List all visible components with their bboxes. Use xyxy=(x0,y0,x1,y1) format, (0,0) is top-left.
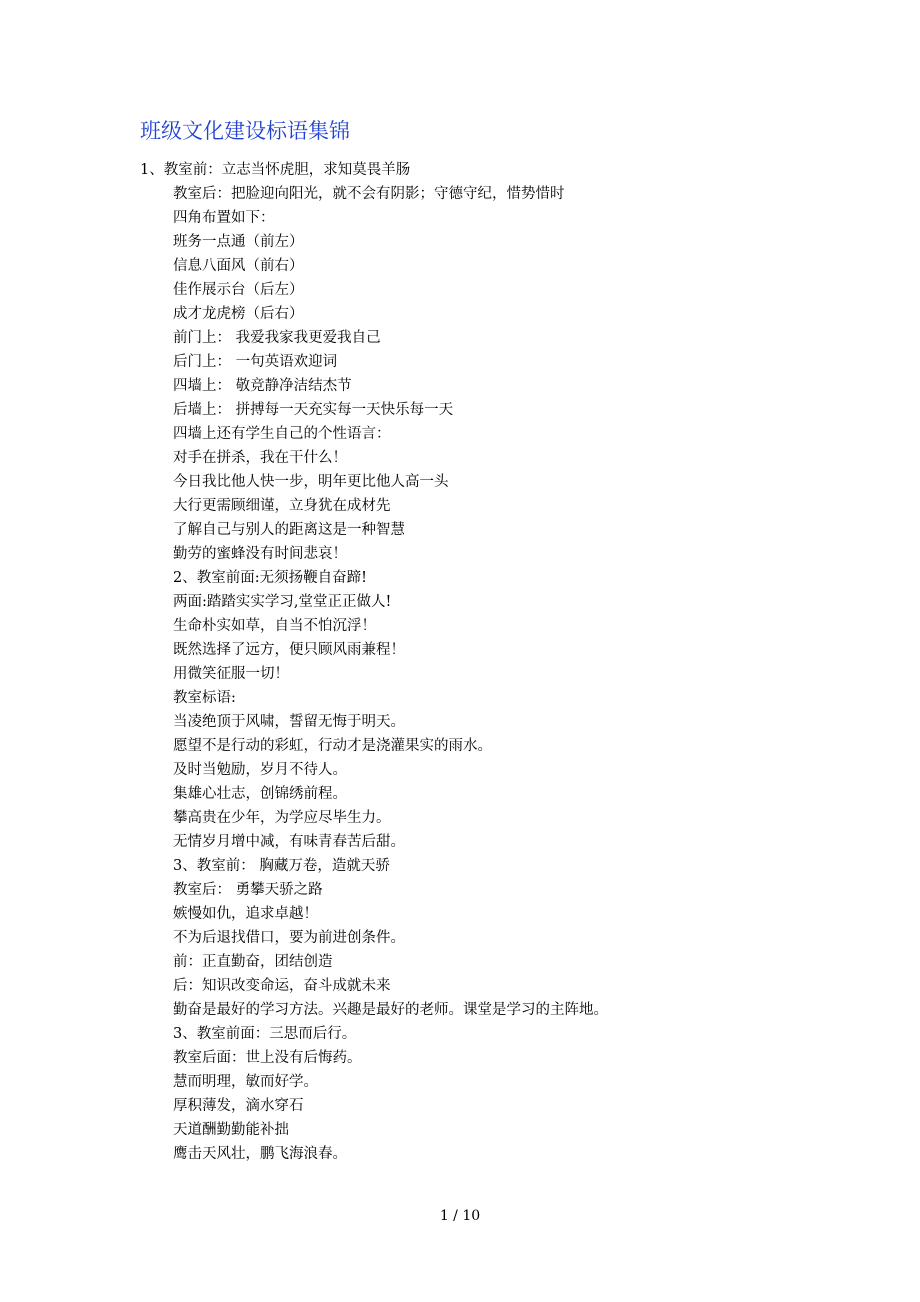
text-line: 天道酬勤勤能补拙 xyxy=(173,1122,289,1138)
text-line: 了解自己与别人的距离这是一种智慧 xyxy=(173,522,405,538)
text-line: 教室标语: xyxy=(173,690,236,706)
text-line: 及时当勉励，岁月不待人。 xyxy=(173,762,347,778)
text-line: 教室后面：世上没有后悔药。 xyxy=(173,1050,362,1066)
body-text xyxy=(0,158,920,1166)
text-line: 嫉慢如仇，追求卓越！ xyxy=(173,906,318,922)
text-line: 两面:踏踏实实学习,堂堂正正做人! xyxy=(173,594,392,610)
page-title: 班级文化建设标语集锦 xyxy=(140,119,350,143)
text-line: 前：正直勤奋，团结创造 xyxy=(173,954,333,970)
text-line: 无情岁月增中减，有味青春苦后甜。 xyxy=(173,834,405,850)
text-line: 鹰击天风壮，鹏飞海浪春。 xyxy=(173,1146,347,1162)
text-line: 对手在拼杀，我在干什么！ xyxy=(173,450,347,466)
text-line: 勤奋是最好的学习方法。兴趣是最好的老师。课堂是学习的主阵地。 xyxy=(173,1002,608,1018)
text-line: 厚积薄发，滴水穿石 xyxy=(173,1098,304,1114)
text-line: 生命朴实如草，自当不怕沉浮！ xyxy=(173,618,376,634)
text-line: 2、教室前面:无须扬鞭自奋蹄! xyxy=(173,570,367,586)
text-line: 大行更需顾细谨，立身犹在成材先 xyxy=(173,498,391,514)
text-line: 班务一点通（前左） xyxy=(173,234,304,250)
text-line: 慧而明理，敏而好学。 xyxy=(173,1074,318,1090)
text-line: 佳作展示台（后左） xyxy=(173,282,304,298)
text-line: 成才龙虎榜（后右） xyxy=(173,306,304,322)
text-line: 3、教室前： 胸藏万卷，造就天骄 xyxy=(173,858,390,874)
text-line: 教室后： 勇攀天骄之路 xyxy=(173,882,323,898)
text-line: 后墙上： 拼搏每一天充实每一天快乐每一天 xyxy=(173,402,454,418)
text-line: 3、教室前面：三思而后行。 xyxy=(173,1026,357,1042)
text-line: 今日我比他人快一步，明年更比他人高一头 xyxy=(173,474,449,490)
text-line: 教室后：把脸迎向阳光，就不会有阴影；守德守纪，惜势惜时 xyxy=(173,186,565,202)
text-line: 既然选择了远方，便只顾风雨兼程！ xyxy=(173,642,405,658)
text-line: 后门上： 一句英语欢迎词 xyxy=(173,354,338,370)
text-line: 用微笑征服一切！ xyxy=(173,666,289,682)
text-line: 信息八面风（前右） xyxy=(173,258,304,274)
text-line: 后：知识改变命运，奋斗成就未来 xyxy=(173,978,391,994)
page-number: 1 / 10 xyxy=(439,1208,481,1224)
text-line: 当凌绝顶于风啸，誓留无悔于明天。 xyxy=(173,714,405,730)
text-line: 四角布置如下： xyxy=(173,210,275,226)
text-line: 集雄心壮志，创锦绣前程。 xyxy=(173,786,347,802)
text-line: 不为后退找借口，要为前进创条件。 xyxy=(173,930,405,946)
text-line: 愿望不是行动的彩虹，行动才是浇灌果实的雨水。 xyxy=(173,738,492,754)
text-line: 勤劳的蜜蜂没有时间悲哀！ xyxy=(173,546,347,562)
text-line: 前门上： 我爱我家我更爱我自己 xyxy=(173,330,381,346)
text-line: 攀高贵在少年，为学应尽毕生力。 xyxy=(173,810,391,826)
text-line: 1、教室前：立志当怀虎胆，求知莫畏羊肠 xyxy=(140,162,411,178)
text-line: 四墙上还有学生自己的个性语言： xyxy=(173,426,391,442)
text-line: 四墙上： 敬竞静净洁结杰节 xyxy=(173,378,352,394)
